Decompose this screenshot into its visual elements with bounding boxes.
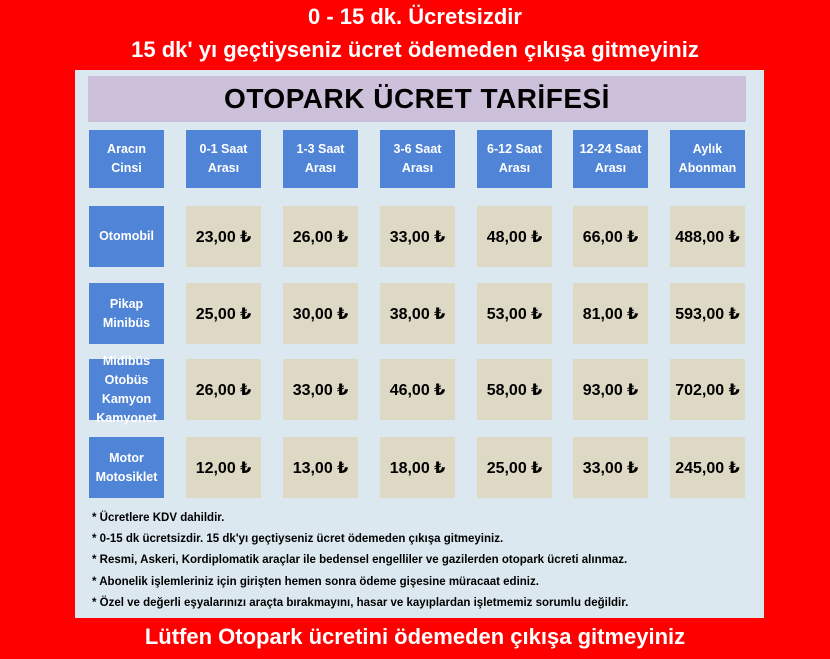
- price-cell: 93,00 ₺: [573, 359, 648, 420]
- price-cell: 26,00 ₺: [186, 359, 261, 420]
- column-header-period: 12-24 Saat Arası: [573, 130, 648, 188]
- notes-list: [92, 508, 752, 614]
- price-cell: 13,00 ₺: [283, 437, 358, 498]
- note-item: * Ücretlere KDV dahildir.: [92, 512, 225, 524]
- column-header-vehicle-type: Aracın Cinsi: [89, 130, 164, 188]
- price-cell: 38,00 ₺: [380, 283, 455, 344]
- price-cell: 33,00 ₺: [380, 206, 455, 267]
- column-header-period: 3-6 Saat Arası: [380, 130, 455, 188]
- note-item: * Özel ve değerli eşyalarınızı araçta bırakmayını, hasar ve kayıplardan işletmemiz sorumlu değildir.: [92, 596, 629, 609]
- price-cell: 33,00 ₺: [283, 359, 358, 420]
- note-item: * Abonelik işlemleriniz için girişten hemen sonra ödeme gişesine müracaat ediniz.: [92, 575, 539, 588]
- price-cell: 23,00 ₺: [186, 206, 261, 267]
- note-item: * Resmi, Askeri, Kordiplomatik araçlar ile bedensel engelliler ve gazilerden otopark ücreti alınmaz.: [92, 554, 628, 567]
- price-cell: 46,00 ₺: [380, 359, 455, 420]
- price-cell: 53,00 ₺: [477, 283, 552, 344]
- row-header-vehicle: Midibüs Otobüs Kamyon Kamyonet: [89, 359, 164, 420]
- page-title: OTOPARK ÜCRET TARİFESİ: [88, 76, 746, 122]
- price-cell: 702,00 ₺: [670, 359, 745, 420]
- row-header-vehicle: Pikap Minibüs: [89, 283, 164, 344]
- row-header-vehicle: Motor Motosiklet: [89, 437, 164, 498]
- price-cell: 48,00 ₺: [477, 206, 552, 267]
- price-cell: 245,00 ₺: [670, 437, 745, 498]
- column-header-period: 1-3 Saat Arası: [283, 130, 358, 188]
- note-item: * 0-15 dk ücretsizdir. 15 dk'yı geçtiyseniz ücret ödemeden çıkışa gitmeyiniz.: [92, 533, 504, 546]
- column-header-period: 6-12 Saat Arası: [477, 130, 552, 188]
- banner-warning: 15 dk' yı geçtiyseniz ücret ödemeden çıkışa gitmeyiniz: [131, 37, 699, 62]
- banner-free-period: 0 - 15 dk. Ücretsizdir: [308, 4, 522, 29]
- price-cell: 18,00 ₺: [380, 437, 455, 498]
- price-cell: 33,00 ₺: [573, 437, 648, 498]
- row-header-vehicle: Otomobil: [89, 206, 164, 267]
- price-cell: 488,00 ₺: [670, 206, 745, 267]
- column-header-period: 0-1 Saat Arası: [186, 130, 261, 188]
- column-header-period: Aylık Abonman: [670, 130, 745, 188]
- price-cell: 66,00 ₺: [573, 206, 648, 267]
- price-cell: 58,00 ₺: [477, 359, 552, 420]
- price-cell: 26,00 ₺: [283, 206, 358, 267]
- price-cell: 81,00 ₺: [573, 283, 648, 344]
- price-cell: 25,00 ₺: [477, 437, 552, 498]
- price-cell: 593,00 ₺: [670, 283, 745, 344]
- price-cell: 25,00 ₺: [186, 283, 261, 344]
- price-cell: 30,00 ₺: [283, 283, 358, 344]
- banner-bottom-warning: Lütfen Otopark ücretini ödemeden çıkışa gitmeyiniz: [144, 624, 686, 649]
- price-cell: 12,00 ₺: [186, 437, 261, 498]
